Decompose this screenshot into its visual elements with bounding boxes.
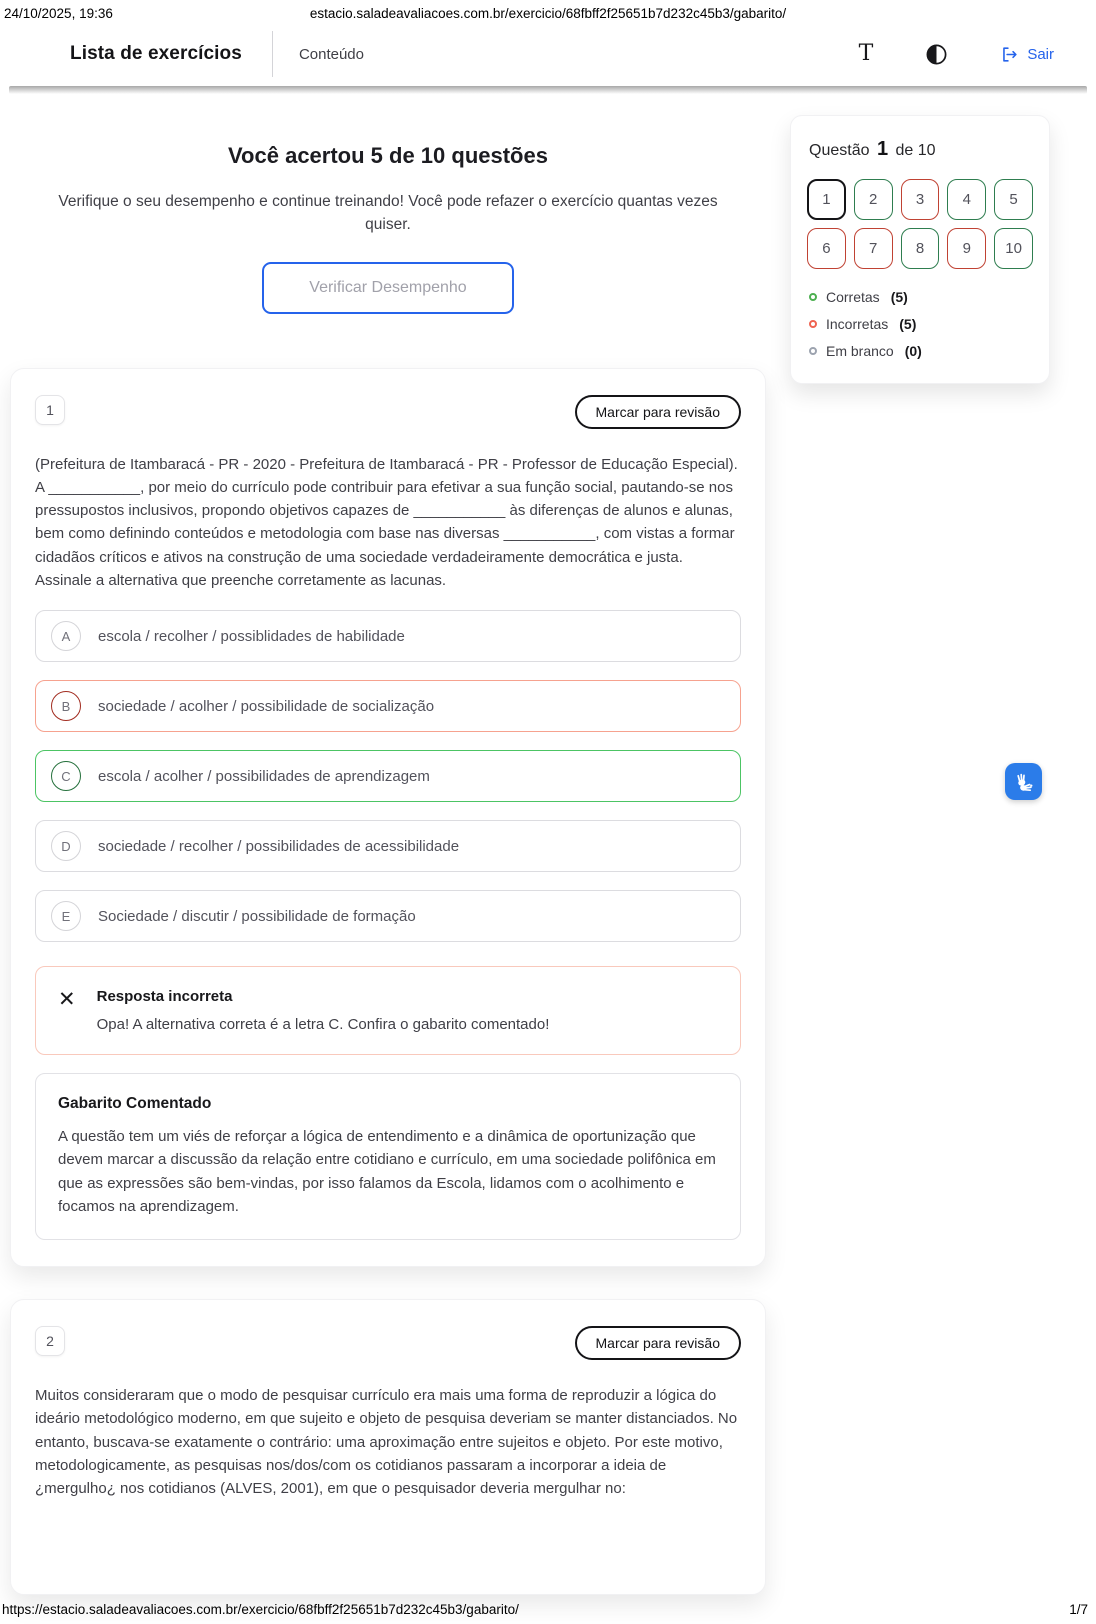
option-d[interactable] xyxy=(35,820,741,872)
option-letter-badge: A xyxy=(51,621,81,651)
question-card-1 xyxy=(10,368,766,1268)
question-text: (Prefeitura de Itambaracá - PR - 2020 - Prefeitura de Itambaracá - PR - Professor de Educação Especial). A ___________, por meio do currículo pode contribuir para efetivar a sua função social, pautando-se nos pressupostos inclusivos, propondo objetivos capazes de ___________ às diferenças de alunos e alunas, bem como definindo conteúdos e metodologia com base nas diversas ___________, com vistas a formar cidadãos críticos e ativos na construção de uma sociedade verdadeiramente democrática e justa. Assinale a alternativa que preenche corretamente as lacunas. xyxy=(35,455,738,589)
answer-key-title: Gabarito Comentado xyxy=(58,1095,212,1112)
logout-button[interactable] xyxy=(1000,45,1054,64)
option-e[interactable] xyxy=(35,890,741,942)
legend-incorretas xyxy=(809,316,1033,332)
option-text: sociedade / acolher / possibilidade de socialização xyxy=(98,697,435,715)
legend-label: Corretas xyxy=(826,289,880,305)
legend-corretas xyxy=(809,289,1033,305)
question-nav-grid xyxy=(807,179,1033,269)
option-letter-badge: D xyxy=(51,831,81,861)
print-footer xyxy=(2,1602,1088,1617)
header-actions xyxy=(859,43,1054,66)
question-counter-prefix: Questão xyxy=(809,142,870,159)
option-a[interactable] xyxy=(35,610,741,662)
hand-talk-accessibility-button[interactable] xyxy=(1005,763,1042,800)
print-footer-url: https://estacio.saladeavaliacoes.com.br/exercicio/68fbff2f25651b7d232c45b3/gabarito/ xyxy=(2,1602,519,1617)
legend-count: (0) xyxy=(904,343,922,359)
question-card-2 xyxy=(10,1299,766,1595)
print-datetime: 24/10/2025, 19:36 xyxy=(4,6,113,21)
feedback-title: Resposta incorreta xyxy=(96,988,233,1005)
option-c-correct[interactable] xyxy=(35,750,741,802)
question-counter xyxy=(809,138,1033,161)
header-divider xyxy=(272,31,273,77)
legend-count: (5) xyxy=(890,289,908,305)
correct-dot-icon xyxy=(809,293,817,301)
legend-em-branco xyxy=(809,343,1033,359)
question-nav-button-10[interactable]: 10 xyxy=(994,228,1033,269)
nav-conteudo-link[interactable]: Conteúdo xyxy=(298,45,364,63)
option-letter-badge: B xyxy=(51,691,81,721)
print-page-number: 1/7 xyxy=(1069,1602,1088,1617)
question-nav-button-9[interactable]: 9 xyxy=(947,228,986,269)
question-card-header xyxy=(35,1326,741,1360)
feedback-message: Opa! A alternativa correta é a letra C. Confira o gabarito comentado! xyxy=(96,1016,550,1033)
options-list xyxy=(35,610,741,942)
question-nav-button-1[interactable]: 1 xyxy=(807,179,846,220)
answer-key-text: A questão tem um viés de reforçar a lógica de entendimento e a dinâmica de oportunização que devem marcar a discussão da relação entre cotidiano e currículo, em uma sociedade polifônica em que as expressões são bem-vindas, por isso falamos da Escola, lidamos com o acolhimento e focamos na aprendizagem. xyxy=(58,1128,716,1215)
x-icon: ✕ xyxy=(58,988,76,1011)
legend-count: (5) xyxy=(899,316,917,332)
option-text: escola / acolher / possibilidades de aprendizagem xyxy=(98,767,430,785)
question-nav-button-3[interactable]: 3 xyxy=(901,179,940,220)
option-text: sociedade / recolher / possibilidades de acessibilidade xyxy=(98,837,460,855)
question-card-header xyxy=(35,395,741,429)
question-nav-button-7[interactable]: 7 xyxy=(854,228,893,269)
question-counter-current: 1 xyxy=(876,138,889,160)
answer-key-comment-box xyxy=(35,1073,741,1240)
legend-label: Incorretas xyxy=(826,316,889,332)
option-letter-badge: C xyxy=(51,761,81,791)
incorrect-answer-feedback xyxy=(35,966,741,1055)
question-navigator-panel xyxy=(790,115,1050,384)
option-text: escola / recolher / possiblidades de habilidade xyxy=(98,627,405,645)
font-size-icon[interactable]: T xyxy=(858,41,874,66)
feedback-body xyxy=(97,988,550,1033)
main-content xyxy=(10,115,766,1595)
option-text: Sociedade / discutir / possibilidade de formação xyxy=(98,907,416,925)
logout-label: Sair xyxy=(1027,45,1054,63)
option-letter-badge: E xyxy=(51,901,81,931)
question-nav-button-5[interactable]: 5 xyxy=(994,179,1033,220)
header-shadow-divider xyxy=(9,86,1087,94)
blank-dot-icon xyxy=(809,347,817,355)
incorrect-dot-icon xyxy=(809,320,817,328)
question-counter-suffix: de 10 xyxy=(895,142,936,159)
sign-language-hands-icon xyxy=(1012,770,1036,794)
print-header xyxy=(4,6,1092,24)
results-title: Você acertou 5 de 10 questões xyxy=(228,143,548,168)
mark-for-review-button[interactable]: Marcar para revisão xyxy=(575,1326,742,1360)
results-legend xyxy=(807,289,1033,359)
question-nav-button-4[interactable]: 4 xyxy=(947,179,986,220)
question-number-badge: 2 xyxy=(35,1326,65,1356)
print-page-title-url: estacio.saladeavaliacoes.com.br/exercicio/68fbff2f25651b7d232c45b3/gabarito/ xyxy=(309,6,787,21)
verify-performance-button[interactable]: Verificar Desempenho xyxy=(262,262,514,314)
question-nav-button-8[interactable]: 8 xyxy=(901,228,940,269)
question-nav-button-2[interactable]: 2 xyxy=(854,179,893,220)
question-text: Muitos consideraram que o modo de pesquisar currículo era mais uma forma de reproduzir a lógica do ideário metodológico moderno, em que sujeito e objeto de pesquisa deveriam se manter distanciados. No entanto, buscava-se exatamente o contrário: uma aproximação entre sujeitos e objeto. Por este motivo, metodologicamente, as pesquisas nos/dos/com os cotidianos passaram a incorporar a ideia de ¿mergulho¿ nos cotidianos (ALVES, 2001), em que o pesquisador deveria mergulhar no: xyxy=(35,1387,738,1497)
page-title: Lista de exercícios xyxy=(70,43,242,64)
logout-icon xyxy=(1000,45,1019,64)
app-header xyxy=(0,28,1096,80)
question-number-badge: 1 xyxy=(35,395,65,425)
legend-label: Em branco xyxy=(826,343,894,359)
contrast-icon[interactable] xyxy=(925,43,948,66)
results-subtitle: Verifique o seu desempenho e continue treinando! Você pode refazer o exercício quantas vezes quiser. xyxy=(58,193,718,234)
mark-for-review-button[interactable]: Marcar para revisão xyxy=(575,395,742,429)
question-nav-button-6[interactable]: 6 xyxy=(807,228,846,269)
option-b-selected-incorrect[interactable] xyxy=(35,680,741,732)
